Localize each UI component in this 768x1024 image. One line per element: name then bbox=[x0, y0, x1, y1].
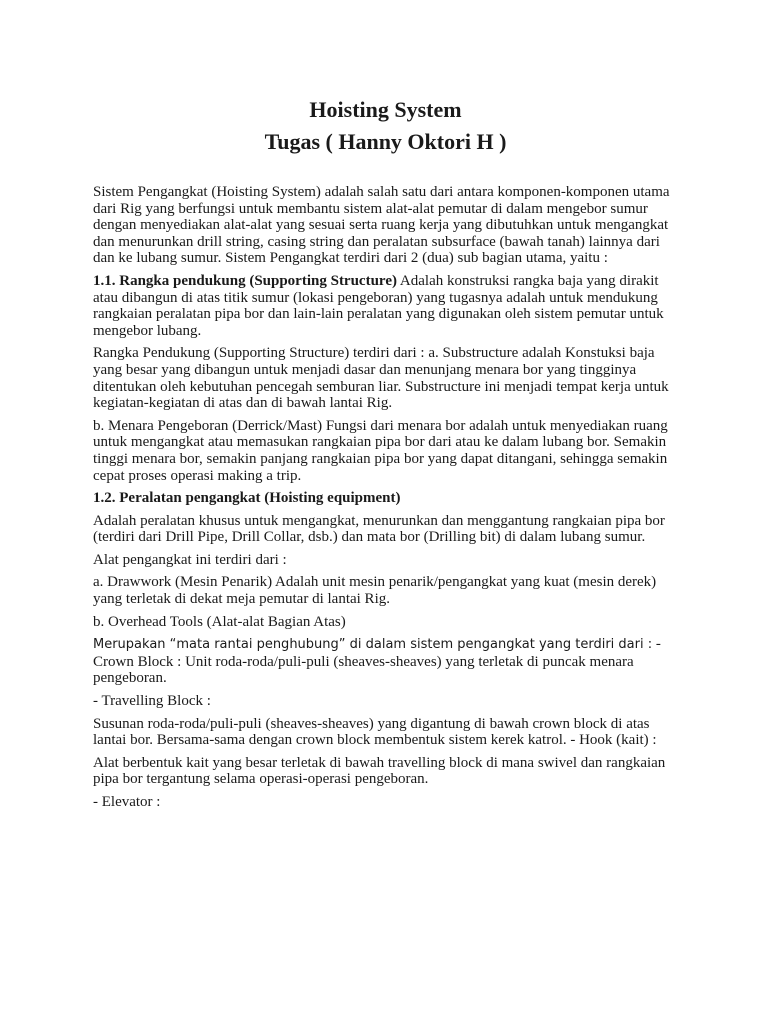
section-1-1-heading: 1.1. Rangka pendukung (Supporting Structure) bbox=[93, 272, 397, 289]
section-1-2-heading: 1.2. Peralatan pengangkat (Hoisting equipment) bbox=[93, 490, 401, 507]
section-1-2-heading-paragraph bbox=[93, 490, 678, 507]
rangka-paragraph: Rangka Pendukung (Supporting Structure) terdiri dari : a. Substructure adalah Konstuksi baja yang besar yang dibangun untuk menjadi dasar dan menunjang menara bor yang tingginya ditentukan oleh kebutuhan pencegah semburan liar. Substructure ini menjadi tempat kerja untuk kegiatan-kegiatan di atas dan di bawah lantai Rig. bbox=[93, 345, 669, 412]
merupakan-paragraph bbox=[93, 636, 678, 687]
document-title: Hoisting System bbox=[309, 97, 462, 122]
adalah-paragraph: Adalah peralatan khusus untuk mengangkat, menurunkan dan menggantung rangkaian pipa bor (terdiri dari Drill Pipe, Drill Collar, dsb.) dan mata bor (Drilling bit) di dalam lubang sumur. bbox=[93, 512, 665, 546]
travelling-block-paragraph: - Travelling Block : bbox=[93, 693, 211, 710]
overhead-tools-paragraph: b. Overhead Tools (Alat-alat Bagian Atas) bbox=[93, 613, 346, 630]
drawwork-paragraph: a. Drawwork (Mesin Penarik) Adalah unit mesin penarik/pengangkat yang kuat (mesin derek) yang terletak di dekat meja pemutar di lantai Rig. bbox=[93, 574, 657, 608]
document-page bbox=[93, 94, 678, 817]
crown-block-text: - Crown Block : Unit roda-roda/puli-puli (sheaves-sheaves) yang terletak di puncak menara pengeboran. bbox=[93, 636, 661, 687]
alat-pengangkat-paragraph: Alat pengangkat ini terdiri dari : bbox=[93, 551, 287, 568]
elevator-paragraph: - Elevator : bbox=[93, 794, 161, 810]
alat-kait-paragraph: Alat berbentuk kait yang besar terletak di bawah travelling block di mana swivel dan rangkaian pipa bor tergantung selama operasi-operasi pengeboran. bbox=[93, 754, 666, 788]
intro-paragraph: Sistem Pengangkat (Hoisting System) adalah salah satu dari antara komponen-komponen utama dari Rig yang berfungsi untuk membantu sistem alat-alat pemutar di dalam mengebor sumur dengan menyediakan alat-alat yang sesuai serta ruang kerja yang dibutuhkan untuk mengangkat dan menurunkan drill string, casing string dan peralatan subsurface (bawah tanah) lainnya dari dan ke lubang sumur. Sistem Pengangkat terdiri dari 2 (dua) sub bagian utama, yaitu : bbox=[93, 184, 670, 267]
susunan-paragraph: Susunan roda-roda/puli-puli (sheaves-sheaves) yang digantung di bawah crown block di atas lantai bor. Bersama-sama dengan crown block membentuk sistem kerek katrol. - Hook (kait) : bbox=[93, 715, 657, 749]
section-1-1-paragraph bbox=[93, 273, 678, 339]
document-subtitle: Tugas ( Hanny Oktori H ) bbox=[264, 129, 507, 154]
section-1-1-text: Adalah konstruksi rangka baja yang dirakit atau dibangun di atas titik sumur (lokasi pengeboran) yang tugasnya adalah untuk mendukung rangkaian peralatan pipa bor dan lain-lain peralatan yang digunakan oleh sistem pemutar untuk mengebor lubang. bbox=[93, 272, 664, 339]
menara-paragraph: b. Menara Pengeboran (Derrick/Mast) Fungsi dari menara bor adalah untuk menyediakan ruang untuk mengangkat atau memasukan rangkaian pipa bor dari atau ke dalam lubang bor. Semakin tinggi menara bor, semakin panjang rangkaian pipa bor yang dapat ditangani, sehingga semakin cepat proses operasi making a trip. bbox=[93, 417, 668, 484]
merupakan-sans-text: Merupakan “mata rantai penghubung” di dalam sistem pengangkat yang terdiri dari : bbox=[93, 637, 653, 653]
